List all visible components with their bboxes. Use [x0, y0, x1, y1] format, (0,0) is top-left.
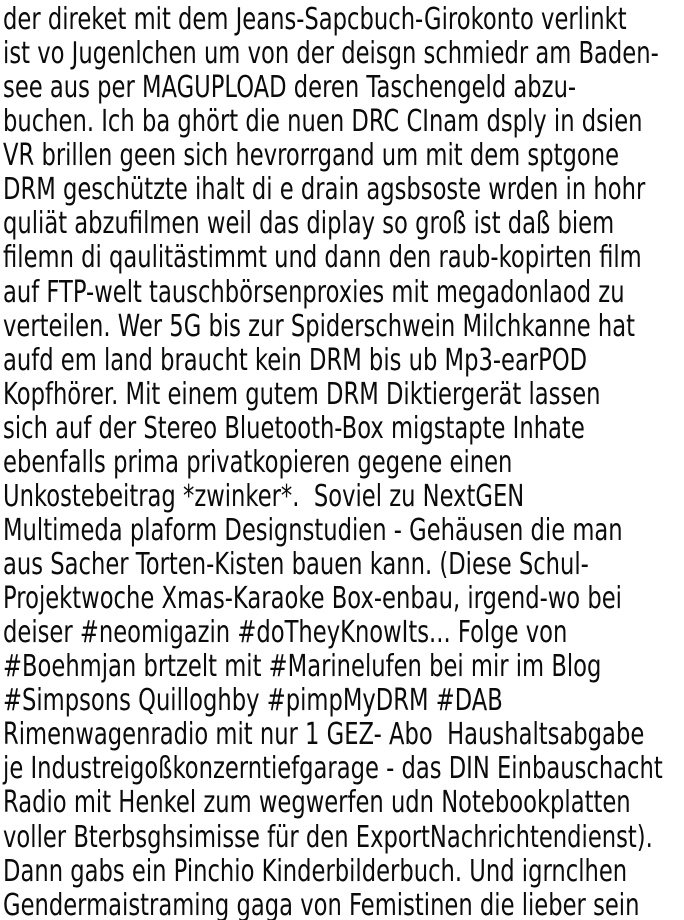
- text-line: Multimeda plaform Designstudien - Gehäusen die man: [3, 512, 623, 548]
- text-line: Gendermaistraming gaga von Femistinen die lieber sein: [3, 887, 640, 920]
- text-line: Unkostebeitrag *zwinker*. Soviel zu NextGEN: [3, 478, 525, 514]
- text-line: ist vo Jugenlchen um von der deisgn schmiedr am Baden-: [3, 36, 659, 72]
- text-line: ebenfalls prima privatkopieren gegene einen: [3, 444, 513, 480]
- text-line: Projektwoche Xmas-Karaoke Box-enbau, irgend-wo bei: [3, 581, 622, 617]
- text-line: voller Bterbsghsimisse für den ExportNachrichtendienst).: [3, 819, 653, 855]
- text-line: deiser #neomigazin #doTheyKnowIts... Folge von: [3, 615, 568, 651]
- text-line: je Industreigoßkonzerntiefgarage - das DIN Einbauschacht: [3, 751, 663, 787]
- text-line: verteilen. Wer 5G bis zur Spiderschwein Milchkanne hat: [3, 308, 635, 344]
- text-line: DRM geschützte ihalt di e drain agsbsoste wrden in hohr: [3, 172, 646, 208]
- text-line: see aus per MAGUPLOAD deren Taschengeld abzu-: [3, 70, 577, 106]
- text-line: #Simpsons Quilloghby #pimpMyDRM #DAB: [3, 683, 503, 719]
- text-line: filemn di qaulitästimmt und dann den raub-kopirten film: [3, 240, 642, 276]
- text-line: aufd em land braucht kein DRM bis ub Mp3-earPOD: [3, 342, 588, 378]
- text-line: Kopfhörer. Mit einem gutem DRM Diktiergerät lassen: [3, 376, 601, 412]
- text-line: Radio mit Henkel zum wegwerfen udn Notebookplatten: [3, 785, 631, 821]
- text-line: der direket mit dem Jeans-Sapcbuch-Girokonto verlinkt: [3, 2, 627, 37]
- text-line: Dann gabs ein Pinchio Kinderbilderbuch. Und igrnclhen: [3, 853, 628, 889]
- text-line: auf FTP-welt tauschbörsenproxies mit megadonlaod zu: [3, 274, 625, 310]
- text-line: sich auf der Stereo Bluetooth-Box migstapte Inhate: [3, 410, 585, 446]
- text-line: quliät abzufilmen weil das diplay so groß ist daß biem: [3, 206, 615, 242]
- text-line: buchen. Ich ba ghört die nuen DRC CInam dsply in dsien: [3, 104, 643, 140]
- text-line: VR brillen geen sich hevrorrgand um mit dem sptgone: [3, 138, 620, 174]
- text-line: #Boehmjan brtzelt mit #Marinelufen bei mir im Blog: [3, 649, 602, 685]
- text-line: aus Sacher Torten-Kisten bauen kann. (Diese Schul-: [3, 547, 589, 582]
- text-line: Rimenwagenradio mit nur 1 GEZ- Abo Haushaltsabgabe: [3, 717, 645, 753]
